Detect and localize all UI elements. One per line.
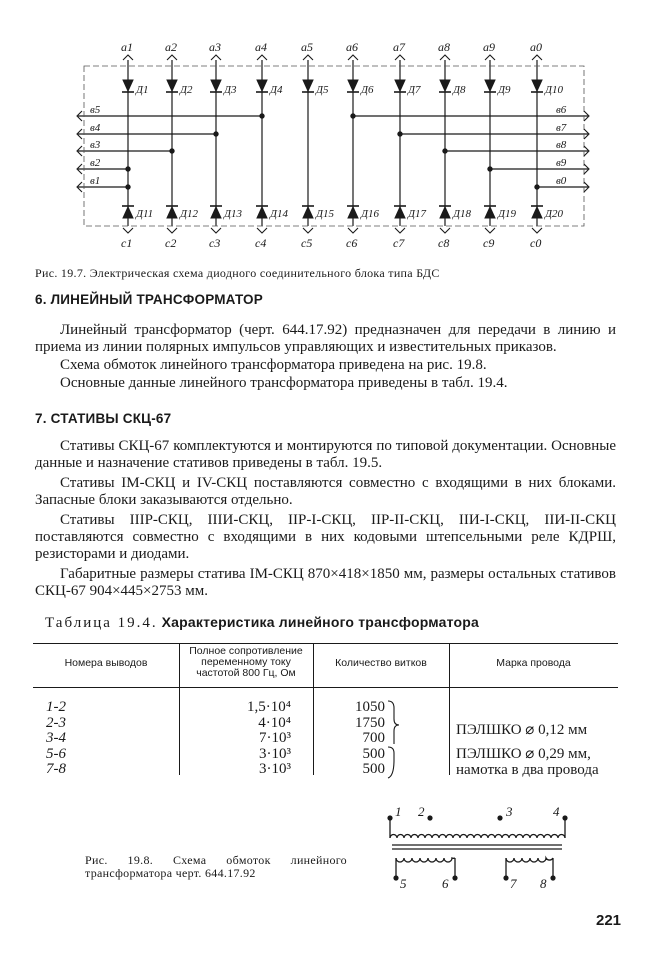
terminal-arrow-icon xyxy=(532,228,542,233)
junction-dot xyxy=(443,149,447,153)
diode-icon xyxy=(303,207,313,218)
terminal-label: c6 xyxy=(346,236,358,250)
terminal-label: a7 xyxy=(393,40,405,54)
table-title-text: Характеристика линейного трансформатора xyxy=(161,614,479,630)
pin-2-terminal xyxy=(427,815,432,820)
terminal-arrow-icon xyxy=(348,228,358,233)
terminal-label: a3 xyxy=(209,40,221,54)
terminal-label: c5 xyxy=(301,236,313,250)
terminal-arrow-icon xyxy=(123,228,133,233)
terminal-arrow-icon xyxy=(167,55,177,60)
section-heading-6: 6. ЛИНЕЙНЫЙ ТРАНСФОРМАТОР xyxy=(35,292,263,307)
table-title xyxy=(45,614,479,632)
bus-label: в8 xyxy=(556,139,567,151)
pin-label: 8 xyxy=(540,876,547,891)
section-6-body xyxy=(35,322,616,393)
terminal-label: c8 xyxy=(438,236,450,250)
diode-label: Д17 xyxy=(408,208,426,220)
pin-label: 3 xyxy=(506,804,513,819)
table-cell-pins: 5-6 xyxy=(46,745,66,762)
diode-icon xyxy=(395,80,405,91)
table-cell-turns: 1750 xyxy=(355,714,385,731)
page-number: 221 xyxy=(596,912,622,929)
diode-icon xyxy=(303,80,313,91)
diode-label: Д13 xyxy=(224,208,242,220)
terminal-arrow-icon xyxy=(123,55,133,60)
diode-icon xyxy=(211,207,221,218)
terminal-label: a8 xyxy=(438,40,450,54)
table-cell-pins: 3-4 xyxy=(46,730,66,746)
diode-icon xyxy=(123,207,133,218)
junction-dot xyxy=(260,114,264,118)
transformer-winding-diagram xyxy=(370,800,580,892)
resistance-column xyxy=(181,700,291,778)
diode-label: Д20 xyxy=(545,208,563,220)
terminal-arrow-icon xyxy=(485,55,495,60)
caption-line: трансформатора черт. 644.17.92 xyxy=(85,866,256,880)
terminal-label: c2 xyxy=(165,236,177,250)
bus-label: в6 xyxy=(556,104,567,116)
table-cell-resistance: 3·10³ xyxy=(259,761,291,777)
diode-label: Д3 xyxy=(224,84,237,96)
paragraph: Стативы IМ-СКЦ и IV-СКЦ поставляются совместно с входящими в них блоками. Запасные блоки заказываются отдельно. xyxy=(35,475,616,508)
table-cell-turns: 700 xyxy=(362,730,385,746)
diode-icon xyxy=(211,80,221,91)
terminal-label: c9 xyxy=(483,236,495,250)
paragraph: Стативы СКЦ-67 комплектуются и монтируются по типовой документации. Основные данные и назначение стативов приведены в табл. 19.5. xyxy=(35,438,616,471)
terminal-arrow-icon xyxy=(395,228,405,233)
table-cell-pins: 2-3 xyxy=(46,714,66,731)
bus-label: в0 xyxy=(556,175,567,187)
diode-label: Д2 xyxy=(180,84,193,96)
terminal-arrow-icon xyxy=(395,55,405,60)
diode-label: Д15 xyxy=(316,208,334,220)
pin-label: 1 xyxy=(395,804,402,819)
terminal-label: a5 xyxy=(301,40,313,54)
junction-dot xyxy=(126,167,130,171)
paragraph: Схема обмоток линейного трансформатора приведена на рис. 19.8. xyxy=(60,357,487,373)
diode-icon xyxy=(532,207,542,218)
terminal-label: a1 xyxy=(121,40,133,54)
terminal-label: c7 xyxy=(393,236,405,250)
pin-8-terminal xyxy=(550,875,555,880)
pin-3-terminal xyxy=(497,815,502,820)
diode-label: Д1 xyxy=(136,84,149,96)
diode-icon xyxy=(257,80,267,91)
table-cell-turns: 500 xyxy=(362,745,385,762)
terminal-arrow-icon xyxy=(211,55,221,60)
table-cell-turns: 1050 xyxy=(355,699,385,715)
terminal-label: a2 xyxy=(165,40,177,54)
terminal-label: a9 xyxy=(483,40,495,54)
table-col-rule xyxy=(179,643,180,775)
terminal-arrow-icon xyxy=(303,228,313,233)
pin-5-terminal xyxy=(393,875,398,880)
diode-circuit-diagram xyxy=(0,0,660,262)
diode-icon xyxy=(123,80,133,91)
terminal-arrow-icon xyxy=(532,55,542,60)
diode-label: Д19 xyxy=(498,208,516,220)
diode-label: Д8 xyxy=(453,84,466,96)
bus-label: в9 xyxy=(556,157,567,169)
diode-label: Д11 xyxy=(136,208,154,220)
bus-label: в2 xyxy=(90,157,101,169)
diode-icon xyxy=(257,207,267,218)
column-header: Марка провода xyxy=(496,657,571,669)
diode-icon xyxy=(440,80,450,91)
terminal-arrow-icon xyxy=(348,55,358,60)
terminal-arrow-icon xyxy=(257,228,267,233)
terminal-label: c0 xyxy=(530,236,542,250)
table-number: Таблица 19.4. xyxy=(45,615,158,631)
diode-label: Д6 xyxy=(361,84,374,96)
bus-label: в3 xyxy=(90,139,101,151)
bus-label: в7 xyxy=(556,122,567,134)
junction-dot xyxy=(488,167,492,171)
diode-label: Д10 xyxy=(545,84,563,96)
pin-6-terminal xyxy=(452,875,457,880)
terminal-label: c1 xyxy=(121,236,133,250)
column-header: Количество витков xyxy=(335,657,427,669)
section-heading-7: 7. СТАТИВЫ СКЦ-67 xyxy=(35,411,172,426)
column-header: Номера выводов xyxy=(64,657,148,669)
diode-icon xyxy=(167,80,177,91)
paragraph: Стативы IIIР-СКЦ, IIIИ-СКЦ, IIР-I-СКЦ, IIР-II-СКЦ, IIИ-I-СКЦ, IIИ-II-СКЦ поставляются совместно с входящими в них кодовыми штепсельными реле КДРШ, резисторами и диодами. xyxy=(35,512,616,562)
diode-icon xyxy=(348,207,358,218)
table-cell-pins: 7-8 xyxy=(46,761,66,777)
terminal-arrow-icon xyxy=(257,55,267,60)
section-7-body xyxy=(35,438,616,601)
junction-dot xyxy=(351,114,355,118)
diode-icon xyxy=(395,207,405,218)
terminal-label: c3 xyxy=(209,236,221,250)
diode-label: Д14 xyxy=(270,208,288,220)
terminal-arrow-icon xyxy=(485,228,495,233)
table-cell-resistance: 7·10³ xyxy=(259,730,291,746)
table-cell-pins: 1-2 xyxy=(46,699,66,715)
junction-dot xyxy=(170,149,174,153)
brace-icon xyxy=(386,700,402,780)
terminal-label: a0 xyxy=(530,40,542,54)
pin-7-terminal xyxy=(503,875,508,880)
terminal-label: c4 xyxy=(255,236,267,250)
terminal-arrow-icon xyxy=(303,55,313,60)
table-cell-resistance: 1,5·10⁴ xyxy=(247,699,291,715)
terminal-label: a6 xyxy=(346,40,358,54)
diode-icon xyxy=(348,80,358,91)
paragraph: Основные данные линейного трансформатора приведены в табл. 19.4. xyxy=(60,375,508,391)
diode-label: Д4 xyxy=(270,84,283,96)
pin-label: 4 xyxy=(553,804,560,819)
wire-mark-1: ПЭЛШКО ⌀ 0,12 мм xyxy=(456,722,588,738)
bus-label: в5 xyxy=(90,104,101,116)
bus-label: в4 xyxy=(90,122,101,134)
column-header: Полное сопротивление переменному току частотой 800 Гц, Ом xyxy=(189,645,303,679)
wire-mark-2: ПЭЛШКО ⌀ 0,29 мм, xyxy=(456,746,591,762)
diode-icon xyxy=(485,207,495,218)
pin-4-terminal xyxy=(562,815,567,820)
table-cell-turns: 500 xyxy=(362,761,385,777)
diode-label: Д9 xyxy=(498,84,511,96)
diode-label: Д12 xyxy=(180,208,198,220)
table-cell-resistance: 3·10³ xyxy=(259,745,291,762)
terminal-arrow-icon xyxy=(440,228,450,233)
junction-dot xyxy=(126,185,130,189)
diode-icon xyxy=(167,207,177,218)
pin-label: 2 xyxy=(418,804,425,819)
diode-icon xyxy=(532,80,542,91)
diode-label: Д5 xyxy=(316,84,329,96)
junction-dot xyxy=(214,132,218,136)
diode-label: Д18 xyxy=(453,208,471,220)
pin-label: 6 xyxy=(442,876,449,891)
paragraph: Габаритные размеры статива IМ-СКЦ 870×418×1850 мм, размеры остальных стативов СКЦ-67 904×445×2753 мм. xyxy=(35,566,616,599)
terminal-arrow-icon xyxy=(440,55,450,60)
diode-icon xyxy=(440,207,450,218)
table-top-rule xyxy=(33,643,618,644)
diode-label: Д16 xyxy=(361,208,379,220)
terminal-label: a4 xyxy=(255,40,267,54)
figure-caption-19-8 xyxy=(85,854,347,880)
junction-dot xyxy=(398,132,402,136)
figure-caption-19-7: Рис. 19.7. Электрическая схема диодного соединительного блока типа БДС xyxy=(35,266,440,280)
table-header-rule xyxy=(33,687,618,688)
terminal-arrow-icon xyxy=(211,228,221,233)
bus-label: в1 xyxy=(90,175,101,187)
table-cell-resistance: 4·10⁴ xyxy=(258,714,291,731)
terminal-arrow-icon xyxy=(167,228,177,233)
pin-label: 5 xyxy=(400,876,407,891)
paragraph: Линейный трансформатор (черт. 644.17.92) предназначен для передачи в линию и приема из линии полярных импульсов управляющих и известительных приказов. xyxy=(35,322,616,355)
pin-label: 7 xyxy=(510,876,517,891)
diode-icon xyxy=(485,80,495,91)
caption-line: Рис. 19.8. Схема обмоток линейного xyxy=(85,853,347,867)
turns-column xyxy=(315,700,385,778)
diode-label: Д7 xyxy=(408,84,421,96)
wire-mark-3: намотка в два провода xyxy=(456,762,599,778)
pins-column xyxy=(46,700,136,778)
junction-dot xyxy=(535,185,539,189)
pin-1-terminal xyxy=(387,815,392,820)
